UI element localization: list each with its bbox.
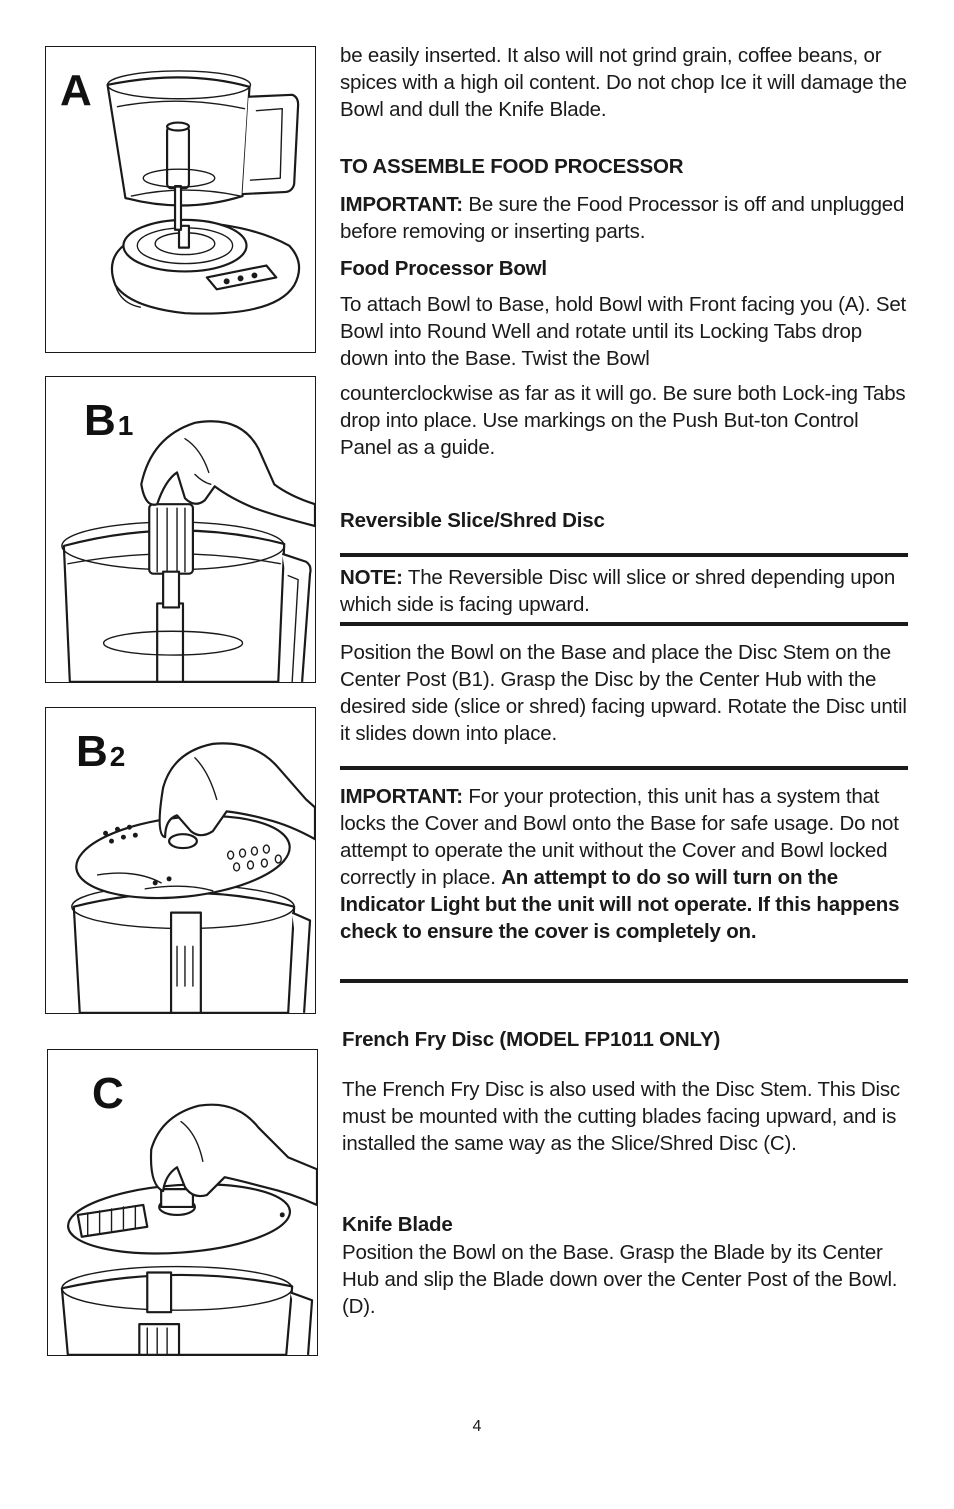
figure-label-a: A bbox=[60, 66, 92, 115]
figure-a bbox=[45, 46, 316, 353]
figure-b2 bbox=[45, 707, 316, 1014]
assemble-important-paragraph bbox=[340, 191, 912, 245]
bowl-paragraph-2: counterclockwise as far as it will go. Be sure both Lock-ing Tabs drop into place. Use markings on the Push But-ton Control Panel as a guide. bbox=[340, 382, 906, 459]
bowl-paragraph-1: To attach Bowl to Base, hold Bowl with Front facing you (A). Set Bowl into Round Well and rotate until its Locking Tabs drop down into the Base. Twist the Bowl bbox=[340, 293, 907, 370]
figure-c bbox=[47, 1049, 318, 1356]
knife-heading: Knife Blade bbox=[342, 1213, 453, 1236]
disc-heading: Reversible Slice/Shred Disc bbox=[340, 509, 605, 532]
intro-paragraph: be easily inserted. It also will not grind grain, coffee beans, or spices with a high oil content. Do not chop Ice it will damage the Bowl and dull the Knife Blade. bbox=[340, 44, 907, 121]
instructions-column bbox=[340, 0, 912, 1400]
protection-top-rule bbox=[340, 766, 908, 770]
french-fry-disc-illustration bbox=[48, 1050, 317, 1355]
assemble-heading: TO ASSEMBLE FOOD PROCESSOR bbox=[340, 155, 684, 178]
note-top-rule bbox=[340, 553, 908, 557]
protection-paragraph bbox=[340, 783, 912, 945]
french-fry-paragraph: The French Fry Disc is also used with the Disc Stem. This Disc must be mounted with the cutting blades facing upward, and is installed the same way as the Slice/Shred Disc (C). bbox=[342, 1078, 900, 1155]
disc-note-text: The Reversible Disc will slice or shred depending upon which side is facing upward. bbox=[340, 566, 896, 616]
bowl-heading: Food Processor Bowl bbox=[340, 257, 547, 280]
figure-label-b1: B1 bbox=[84, 396, 134, 445]
protection-label: IMPORTANT: bbox=[340, 785, 463, 808]
protection-bold-text: An attempt to do so will turn on the Indicator Light but the unit will not operate. If this happens check to ensure the cover is completely on. bbox=[340, 866, 900, 943]
assemble-important-label: IMPORTANT: bbox=[340, 193, 463, 216]
figure-b1 bbox=[45, 376, 316, 683]
disc-paragraph: Position the Bowl on the Base and place the Disc Stem on the Center Post (B1). Grasp the Disc by the Center Hub with the desired side (slice or shred) facing upward. Rotate the Disc until it slides down into place. bbox=[340, 641, 907, 745]
protection-text: For your protection, this unit has a system that locks the Cover and Bowl onto the Base for safe usage. Do not attempt to operate the unit without the Cover and Bowl locked correctly in place. bbox=[340, 785, 899, 889]
assemble-important-text: Be sure the Food Processor is off and unplugged before removing or inserting parts. bbox=[340, 193, 905, 243]
note-bottom-rule bbox=[340, 622, 908, 626]
disc-note-paragraph bbox=[340, 564, 912, 618]
page-number: 4 bbox=[472, 1418, 482, 1435]
figure-label-b2: B2 bbox=[76, 727, 126, 776]
protection-bottom-rule bbox=[340, 979, 908, 983]
disc-note-label: NOTE: bbox=[340, 566, 403, 589]
knife-paragraph: Position the Bowl on the Base. Grasp the Blade by its Center Hub and slip the Blade down over the Center Post of the Bowl. (D). bbox=[342, 1241, 898, 1318]
figure-label-c: C bbox=[92, 1069, 124, 1118]
french-fry-heading: French Fry Disc (MODEL FP1011 ONLY) bbox=[342, 1028, 721, 1051]
